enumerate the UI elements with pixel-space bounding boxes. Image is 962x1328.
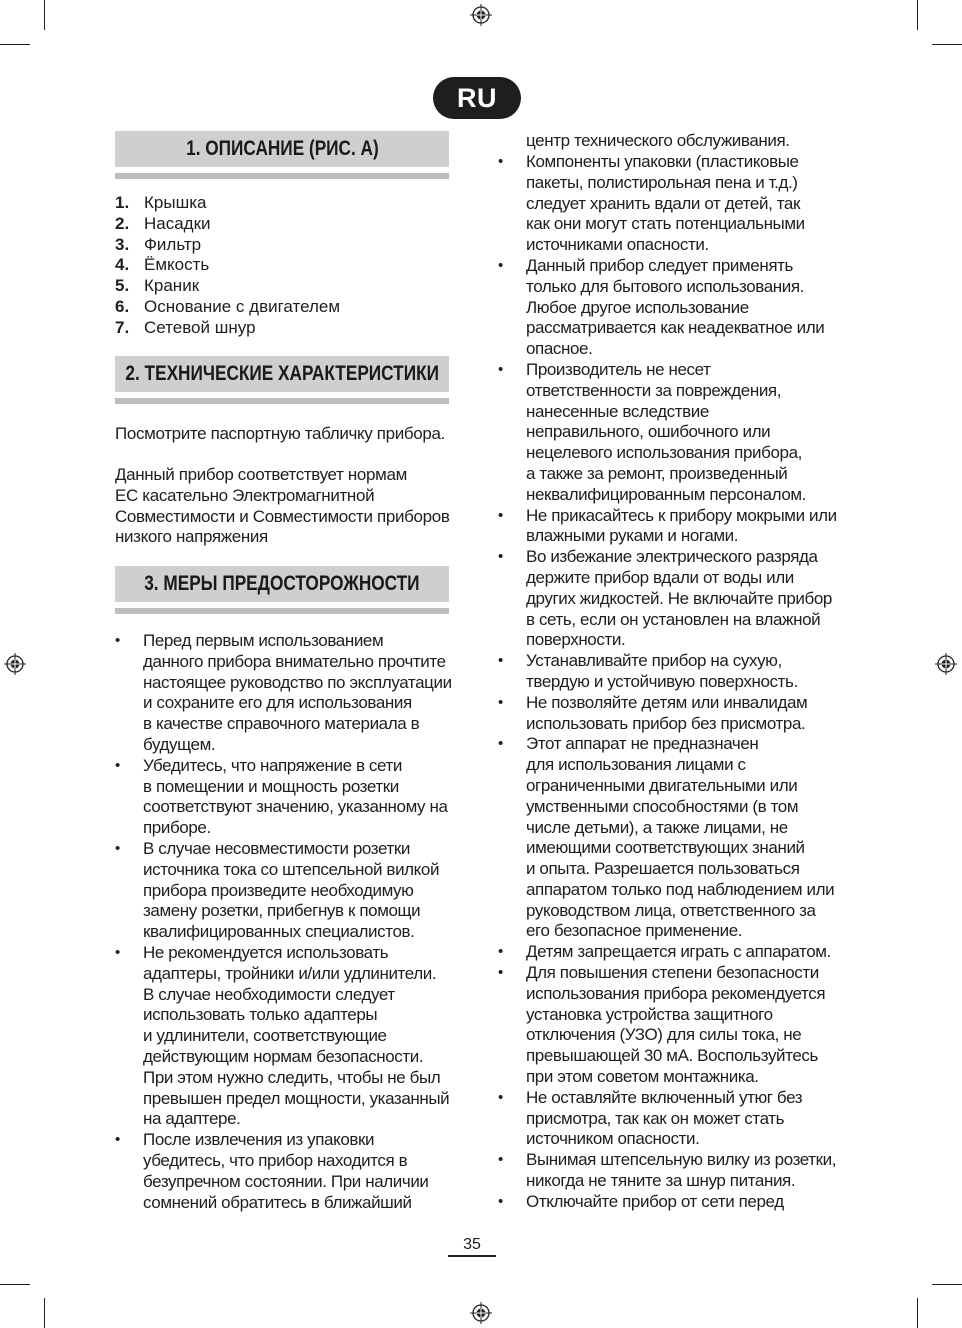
section-1-heading [115, 131, 449, 173]
bullet-icon: • [498, 506, 503, 524]
text-line: и сохраните его для использования [143, 693, 412, 713]
text-line: убедитесь, что прибор находится в [143, 1150, 408, 1170]
crop-mark [44, 1298, 45, 1328]
section-1-title: 1. ОПИСАНИЕ (РИС. А) [185, 137, 379, 160]
text-line: отключения (УЗО) для силы тока, не [526, 1025, 802, 1045]
crop-mark [932, 44, 962, 45]
text-line: использовать только адаптеры [143, 1005, 378, 1025]
bullet-icon: • [498, 943, 503, 961]
list-item [498, 963, 843, 1088]
text-line: Любое другое использование [526, 297, 749, 317]
right-bullet-list [498, 152, 843, 1213]
text-line: При этом нужно следить, чтобы не был [143, 1067, 441, 1087]
text-line: В случае несовместимости розетки [143, 838, 411, 858]
item-label: Сетевой шнур [144, 317, 256, 337]
registration-mark-icon [4, 653, 26, 675]
text-line: источниками опасности. [526, 235, 709, 255]
list-item [115, 318, 340, 339]
list-item [498, 256, 843, 360]
item-number: 2. [115, 213, 130, 233]
text-line: присмотра, так как он может стать [526, 1108, 785, 1128]
text-line: других жидкостей. Не включайте прибор [526, 588, 832, 608]
bullet-icon: • [498, 1192, 503, 1210]
text-line: В случае необходимости следует [143, 984, 395, 1004]
text-line: безупречном состоянии. При наличии [143, 1171, 429, 1191]
text-line: при этом советом монтажника. [526, 1067, 759, 1087]
bullet-icon: • [115, 756, 120, 774]
text-line: Не рекомендуется использовать [143, 942, 389, 962]
item-number: 6. [115, 296, 130, 316]
text-line: держите прибор вдали от воды или [526, 567, 794, 587]
list-item [115, 235, 340, 256]
text-line: Не прикасайтесь к прибору мокрыми или [526, 505, 837, 525]
text-line: Устанавливайте прибор на сухую, [526, 651, 782, 671]
item-label: Насадки [144, 213, 211, 233]
crop-mark [932, 1284, 962, 1285]
text-line: Не оставляйте включенный утюг без [526, 1087, 803, 1107]
item-label: Основание с двигателем [144, 296, 341, 316]
text-line: Данный прибор соответствует нормам [115, 465, 407, 484]
list-item [115, 297, 340, 318]
text-line: После извлечения из упаковки [143, 1130, 375, 1150]
text-line: числе детьми), а также лицами, не [526, 817, 788, 837]
list-item [498, 152, 843, 256]
text-line: и опыта. Разрешается пользоваться [526, 859, 800, 879]
list-item [115, 255, 340, 276]
text-line: адаптеры, тройники и/или удлинители. [143, 963, 437, 983]
text-line: его безопасное применение. [526, 921, 743, 941]
text-line: неквалифицированным персоналом. [526, 484, 806, 504]
crop-mark [0, 1284, 30, 1285]
list-item [498, 360, 843, 506]
bullet-icon: • [498, 360, 503, 378]
language-badge: RU [433, 77, 521, 119]
text-line: аппаратом только под наблюдением или [526, 879, 835, 899]
text-line: Отключайте прибор от сети перед [526, 1191, 784, 1211]
section-2-title: 2. ТЕХНИЧЕСКИЕ ХАРАКТЕРИСТИКИ [125, 362, 439, 385]
section-2-heading [115, 356, 449, 398]
text-line: использовать прибор без присмотра. [526, 713, 806, 733]
text-line: Во избежание электрического разряда [526, 547, 818, 567]
list-item [498, 547, 843, 651]
text-line: Детям запрещается играть с аппаратом. [526, 942, 831, 962]
bullet-icon: • [498, 735, 503, 753]
crop-mark [917, 0, 918, 30]
list-item [498, 734, 843, 942]
text-line: твердую и устойчивую поверхность. [526, 671, 798, 691]
text-line: неправильного, ошибочного или [526, 422, 771, 442]
item-number: 5. [115, 276, 130, 296]
section-3-heading [115, 566, 449, 608]
list-item [498, 506, 843, 548]
registration-mark-icon [470, 4, 492, 26]
list-item [115, 943, 455, 1130]
bullet-icon: • [115, 632, 120, 649]
item-label: Крышка [144, 193, 207, 212]
text-line: будущем. [143, 734, 216, 754]
text-line: Для повышения степени безопасности [526, 963, 819, 983]
text-line: ЕС касательно Электромагнитной [115, 485, 375, 505]
text-line: источником опасности. [526, 1129, 700, 1149]
text-line: следует хранить вдали от детей, так [526, 193, 801, 213]
text-line: для использования лицами с [526, 755, 746, 775]
text-line: замену розетки, прибегнув к помощи [143, 901, 421, 921]
item-label: Краник [144, 276, 200, 296]
text-line: приборе. [143, 818, 211, 838]
list-item [115, 193, 340, 214]
text-line: данного прибора внимательно прочтите [143, 651, 446, 671]
text-line: никогда не тяните за шнур питания. [526, 1171, 796, 1191]
text-line: установка устройства защитного [526, 1004, 773, 1024]
list-item [115, 1130, 455, 1213]
bullet-icon: • [498, 548, 503, 566]
item-number: 7. [115, 317, 130, 337]
crop-mark [917, 1298, 918, 1328]
text-line: руководством лица, ответственного за [526, 900, 816, 920]
text-line: ответственности за повреждения, [526, 380, 782, 400]
text-line: в помещении и мощность розетки [143, 776, 399, 796]
crop-mark [44, 0, 45, 30]
item-number: 1. [115, 193, 130, 212]
bullet-icon: • [115, 943, 120, 961]
list-item [115, 276, 340, 297]
text-line: Убедитесь, что напряжение в сети [143, 755, 402, 775]
bullet-icon: • [498, 1088, 503, 1106]
text-line: Этот аппарат не предназначен [526, 734, 759, 754]
text-line: Данный прибор следует применять [526, 255, 793, 275]
text-line: в качестве справочного материала в [143, 714, 420, 734]
text-line: источника тока со штепсельной вилкой [143, 859, 440, 879]
page-number: 35 [448, 1236, 496, 1257]
list-item [115, 214, 340, 235]
registration-mark-icon [935, 653, 957, 675]
text-line: действующим нормам безопасности. [143, 1046, 424, 1066]
text-line: и удлинители, соответствующие [143, 1026, 387, 1046]
text-line: а также за ремонт, произведенный [526, 463, 788, 483]
text-line: ограниченными двигательными или [526, 775, 798, 795]
bullet-icon: • [498, 256, 503, 274]
list-item [498, 1150, 843, 1192]
item-label: Фильтр [144, 234, 202, 254]
registration-mark-icon [470, 1302, 492, 1324]
text-line: превышающей 30 мА. Воспользуйтесь [526, 1046, 818, 1066]
bullet-icon: • [498, 964, 503, 982]
list-item [498, 1192, 843, 1213]
left-bullet-list [115, 631, 455, 1213]
text-line: соответствуют значению, указанному на [143, 797, 448, 817]
text-line: Перед первым использованием [143, 631, 384, 650]
text-line: Не позволяйте детям или инвалидам [526, 692, 808, 712]
bullet-icon: • [498, 153, 503, 170]
text-line: квалифицированных специалистов. [143, 922, 415, 942]
text-line: в сеть, если он установлен на влажной [526, 609, 821, 629]
text-line: нецелевого использования прибора, [526, 443, 802, 463]
text-line: пакеты, полистирольная пена и т.д.) [526, 172, 798, 192]
bullet-icon: • [498, 1151, 503, 1169]
item-number: 4. [115, 255, 130, 275]
text-line: на адаптере. [143, 1109, 241, 1129]
section-3-title: 3. МЕРЫ ПРЕДОСТОРОЖНОСТИ [144, 572, 420, 595]
list-item [115, 839, 455, 943]
list-item [498, 693, 843, 735]
list-item [115, 756, 455, 839]
bullet-icon: • [498, 652, 503, 670]
item-label: Ёмкость [144, 255, 210, 275]
bullet-icon: • [115, 839, 120, 857]
bullet-icon: • [115, 1131, 120, 1149]
text-line: превышен предел мощности, указанный [143, 1088, 450, 1108]
text-line: низкого напряжения [115, 527, 268, 547]
parts-list [115, 193, 340, 339]
text-line: настоящее руководство по эксплуатации [143, 672, 452, 692]
text-line: опасное. [526, 339, 593, 359]
text-line: Компоненты упаковки (пластиковые [526, 152, 799, 171]
continued-text: центр технического обслуживания. [526, 131, 790, 150]
text-line: использования прибора рекомендуется [526, 983, 826, 1003]
text-line: как они могут стать потенциальными [526, 214, 805, 234]
text-line: Производитель не несет [526, 359, 711, 379]
list-item [498, 651, 843, 693]
text-line: прибора произведите необходимую [143, 880, 414, 900]
bullet-icon: • [498, 693, 503, 711]
text-line: сомнений обратитесь в ближайший [143, 1192, 412, 1212]
text-line: влажными руками и ногами. [526, 526, 739, 546]
list-item [115, 631, 455, 756]
tech-paragraph-2 [115, 465, 455, 548]
text-line: Совместимости и Совместимости приборов [115, 506, 450, 526]
text-line: рассматривается как неадекватное или [526, 318, 825, 338]
text-line: умственными способностями (в том [526, 796, 799, 816]
text-line: только для бытового использования. [526, 276, 804, 296]
text-line: имеющими соответствующих знаний [526, 838, 805, 858]
text-line: поверхности. [526, 630, 626, 650]
list-item [498, 942, 843, 963]
text-line: нанесенные вследствие [526, 401, 709, 421]
item-number: 3. [115, 234, 130, 254]
text-line: Вынимая штепсельную вилку из розетки, [526, 1150, 837, 1170]
tech-paragraph-1: Посмотрите паспортную табличку прибора. [115, 424, 445, 443]
list-item [498, 1088, 843, 1150]
crop-mark [0, 44, 30, 45]
